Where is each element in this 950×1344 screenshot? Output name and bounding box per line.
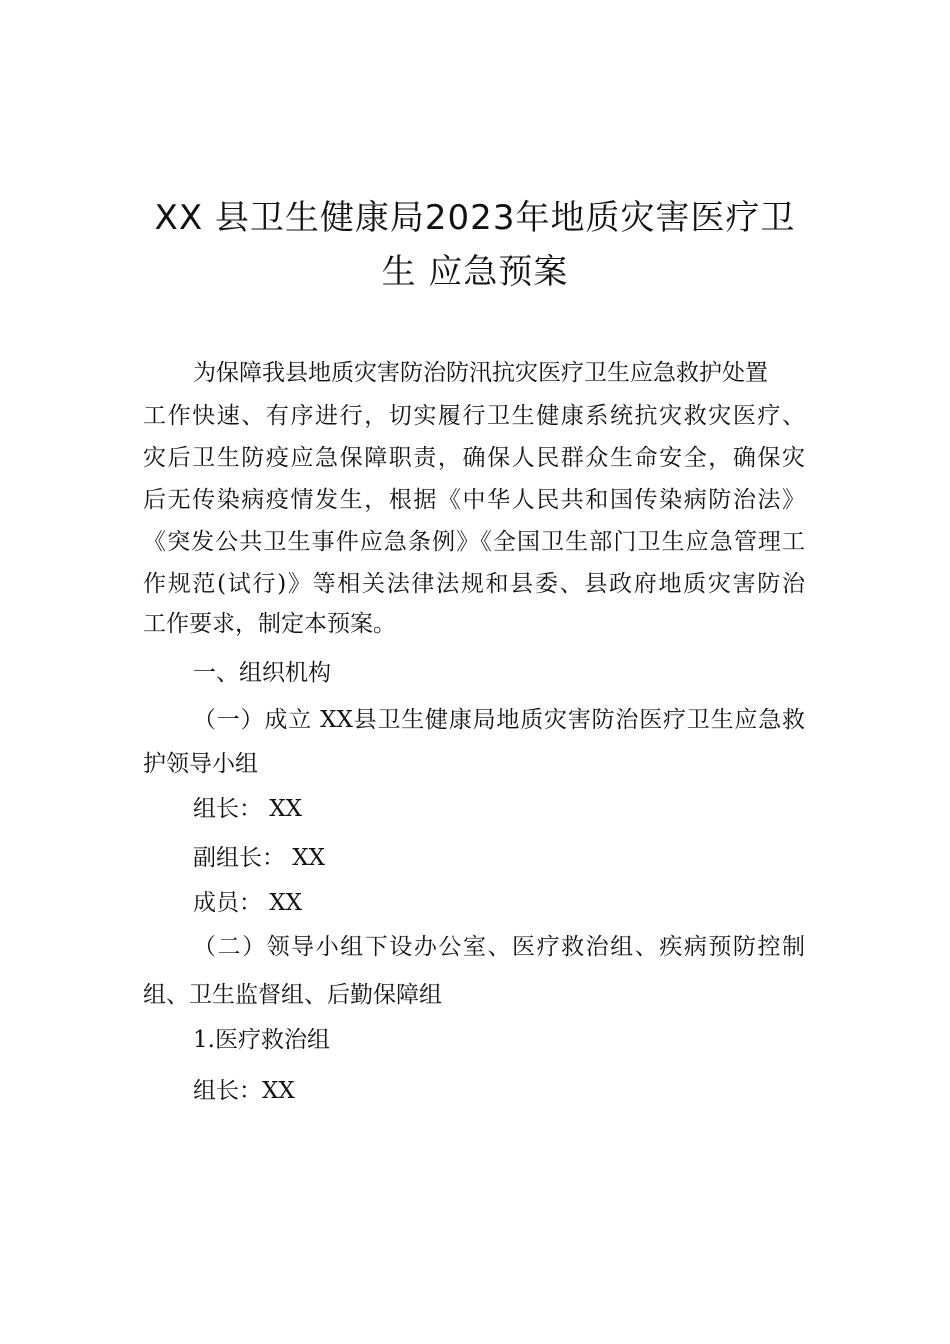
- document-title-line-2: 生 应急预案: [381, 252, 569, 292]
- intro-paragraph-line-3: 灾后卫生防疫应急保障职责，确保人民群众生命安全，确保灾: [143, 445, 805, 471]
- item-1-leader-line: 组长：XX: [193, 1078, 295, 1104]
- subsection-1-line-1: （一）成立 XX县卫生健康局地质灾害防治医疗卫生应急救: [193, 707, 805, 733]
- leader-line: 组长： XX: [193, 796, 303, 822]
- intro-paragraph-line-7: 工作要求，制定本预案。: [143, 611, 396, 637]
- intro-paragraph-line-6: 作规范(试行)》等相关法律法规和县委、县政府地质灾害防治: [143, 571, 805, 597]
- item-1-heading: 1.医疗救治组: [193, 1027, 330, 1053]
- section-heading-organization: 一、组织机构: [193, 660, 331, 686]
- document-title-line-1: XX 县卫生健康局2023年地质灾害医疗卫: [154, 198, 796, 238]
- intro-paragraph-line-1: 为保障我县地质灾害防治防汛抗灾医疗卫生应急救护处置: [193, 360, 768, 386]
- deputy-leader-line: 副组长： XX: [193, 845, 326, 871]
- intro-paragraph-line-5: 《突发公共卫生事件应急条例》《全国卫生部门卫生应急管理工: [143, 529, 805, 555]
- subsection-2-line-2: 组、卫生监督组、后勤保障组: [143, 982, 442, 1008]
- intro-paragraph-line-2: 工作快速、有序进行，切实履行卫生健康系统抗灾救灾医疗、: [143, 403, 805, 429]
- members-line: 成员： XX: [193, 890, 303, 916]
- intro-paragraph-line-4: 后无传染病疫情发生，根据《中华人民共和国传染病防治法》: [143, 487, 805, 513]
- subsection-2-line-1: （二）领导小组下设办公室、医疗救治组、疾病预防控制: [193, 934, 805, 960]
- subsection-1-line-2: 护领导小组: [143, 751, 258, 777]
